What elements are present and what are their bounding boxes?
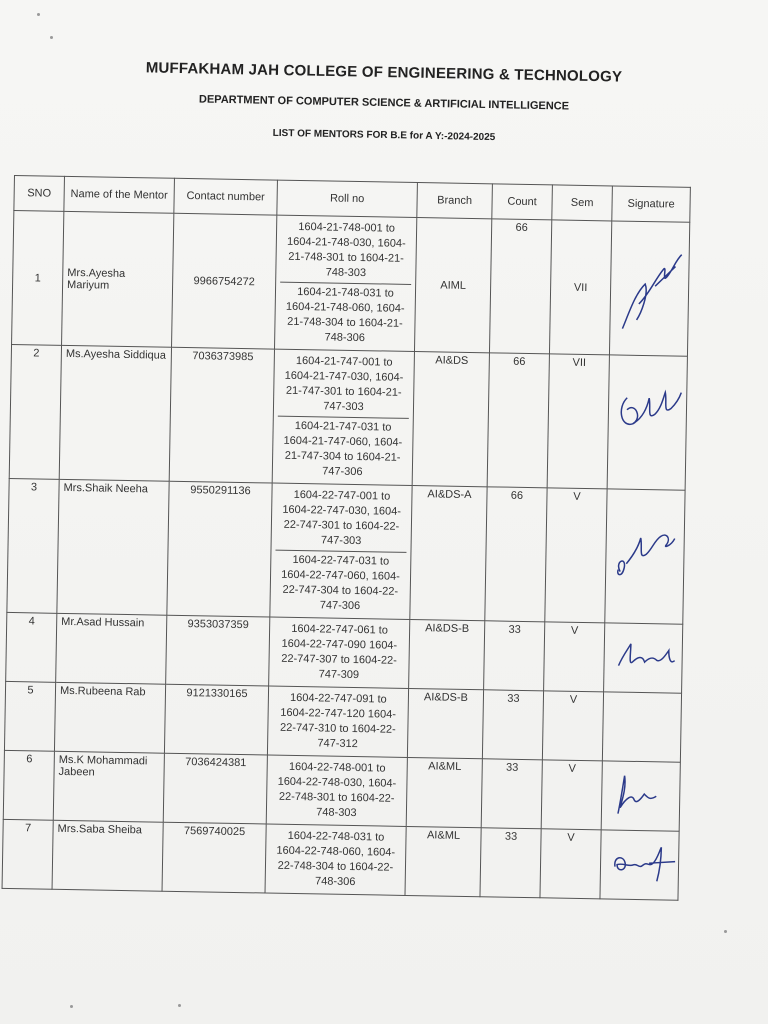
cell-sem: VII	[549, 220, 611, 355]
cell-mentor-name: Mrs.Ayesha Mariyum	[62, 211, 174, 347]
cell-mentor-name: Ms.Rubeena Rab	[54, 682, 165, 753]
cell-sno: 4	[6, 612, 57, 682]
table-row	[6, 612, 683, 693]
cell-contact: 9550291136	[167, 481, 272, 617]
cell-contact: 7569740025	[162, 822, 266, 893]
roll-range: 1604-22-747-001 to 1604-22-747-030, 1604-22-747-301 to 1604-22-747-303	[282, 488, 402, 548]
scan-speck	[724, 930, 727, 933]
cell-sem: VII	[547, 354, 609, 489]
cell-contact: 9966754272	[172, 213, 277, 349]
cell-branch: AI&DS-A	[410, 485, 487, 620]
cell-signature	[601, 761, 680, 831]
cell-roll	[269, 617, 410, 688]
cell-contact: 7036373985	[169, 347, 274, 483]
col-header-sno: SNO	[14, 176, 65, 212]
col-header-branch: Branch	[417, 183, 493, 219]
roll-range: 1604-21-748-031 to 1604-21-748-060, 1604-21-748-304 to 1604-21-748-306	[279, 282, 411, 349]
cell-count: 33	[480, 828, 541, 898]
cell-sem: V	[542, 691, 603, 761]
cell-sno: 3	[7, 478, 59, 613]
cell-signature	[600, 830, 679, 900]
scan-speck	[178, 1004, 181, 1007]
cell-sno: 5	[4, 681, 55, 751]
cell-mentor-name: Ms.Ayesha Siddiqua	[59, 345, 171, 481]
cell-sno: 2	[9, 344, 61, 479]
scan-speck	[70, 1005, 73, 1008]
col-header-sem: Sem	[552, 185, 613, 221]
cell-branch: AIML	[414, 218, 491, 353]
signature-mark	[606, 763, 683, 826]
col-header-name: Name of the Mentor	[64, 176, 175, 213]
mentor-table-wrapper	[2, 175, 690, 901]
cell-mentor-name: Mrs.Shaik Neeha	[57, 479, 169, 615]
cell-mentor-name: Ms.K Mohammadi Jabeen	[53, 751, 164, 822]
list-title: LIST OF MENTORS FOR B.E for A Y:-2024-2025	[272, 127, 496, 144]
cell-count: 33	[481, 759, 542, 829]
roll-range: 1604-21-747-001 to 1604-21-747-030, 1604-21-747-301 to 1604-21-747-303	[284, 354, 404, 414]
col-header-roll: Roll no	[277, 180, 418, 217]
department-title: DEPARTMENT OF COMPUTER SCIENCE & ARTIFICIAL INTELLIGENCE	[198, 93, 570, 113]
col-header-contact: Contact number	[174, 178, 278, 215]
cell-count: 33	[482, 690, 543, 760]
roll-range: 1604-22-748-001 to 1604-22-748-030, 1604-22-748-301 to 1604-22-748-303	[277, 760, 397, 820]
roll-range: 1604-21-748-001 to 1604-21-748-030, 1604-21-748-301 to 1604-21-748-303	[286, 220, 406, 280]
scan-speck	[50, 36, 53, 39]
signature-mark	[612, 357, 690, 476]
signature-mark	[610, 491, 688, 610]
cell-signature	[604, 623, 683, 693]
cell-contact: 9353037359	[166, 615, 270, 686]
mentor-table	[2, 175, 691, 901]
cell-mentor-name: Mr.Asad Hussain	[56, 613, 167, 684]
scan-speck	[37, 13, 40, 16]
cell-count: 33	[484, 621, 545, 691]
roll-range: 1604-22-747-061 to 1604-22-747-090 1604-22-747-307 to 1604-22-747-309	[281, 622, 398, 682]
cell-signature	[605, 489, 685, 624]
signature-mark	[614, 224, 692, 343]
cell-count: 66	[487, 353, 549, 488]
cell-roll	[270, 483, 412, 619]
cell-sem: V	[540, 829, 601, 899]
col-header-count: Count	[492, 184, 553, 220]
cell-sem: V	[541, 760, 602, 830]
cell-roll	[275, 215, 417, 351]
cell-branch: AI&DS-B	[409, 619, 485, 689]
cell-branch: AI&ML	[405, 826, 481, 896]
signature-mark	[605, 832, 682, 895]
cell-roll	[267, 686, 408, 757]
cell-sno: 1	[12, 211, 64, 346]
college-title: MUFFAKHAM JAH COLLEGE OF ENGINEERING & TECHNOLOGY	[145, 59, 623, 86]
cell-branch: AI&DS-B	[407, 688, 483, 758]
table-row	[12, 211, 690, 357]
table-row	[3, 750, 680, 831]
cell-count: 66	[485, 487, 547, 622]
cell-contact: 7036424381	[163, 753, 267, 824]
roll-range: 1604-22-747-031 to 1604-22-747-060, 1604-22-747-304 to 1604-22-747-306	[274, 550, 406, 617]
cell-roll	[272, 349, 414, 485]
cell-sno: 7	[2, 819, 53, 889]
roll-range: 1604-22-748-031 to 1604-22-748-060, 1604-22-748-304 to 1604-22-748-306	[276, 829, 396, 889]
roll-range: 1604-22-747-091 to 1604-22-747-120 1604-22-747-310 to 1604-22-747-312	[279, 691, 397, 751]
signature-mark	[608, 625, 685, 688]
cell-count: 66	[489, 219, 551, 354]
cell-sem: V	[545, 488, 607, 623]
col-header-signature: Signature	[612, 186, 691, 222]
cell-signature	[607, 355, 687, 490]
cell-roll	[265, 824, 406, 895]
cell-signature	[609, 221, 689, 356]
table-row	[9, 344, 687, 490]
table-row	[4, 681, 681, 762]
cell-branch: AI&DS	[412, 352, 489, 487]
cell-roll	[266, 755, 407, 826]
table-row	[7, 478, 685, 624]
table-row	[2, 819, 679, 900]
cell-sno: 6	[3, 750, 54, 820]
roll-range: 1604-21-747-031 to 1604-21-747-060, 1604-21-747-304 to 1604-21-747-306	[277, 416, 409, 483]
cell-signature	[602, 692, 681, 762]
cell-contact: 9121330165	[164, 684, 268, 755]
cell-branch: AI&ML	[406, 757, 482, 827]
cell-sem: V	[544, 622, 605, 692]
cell-mentor-name: Mrs.Saba Sheiba	[52, 820, 163, 891]
